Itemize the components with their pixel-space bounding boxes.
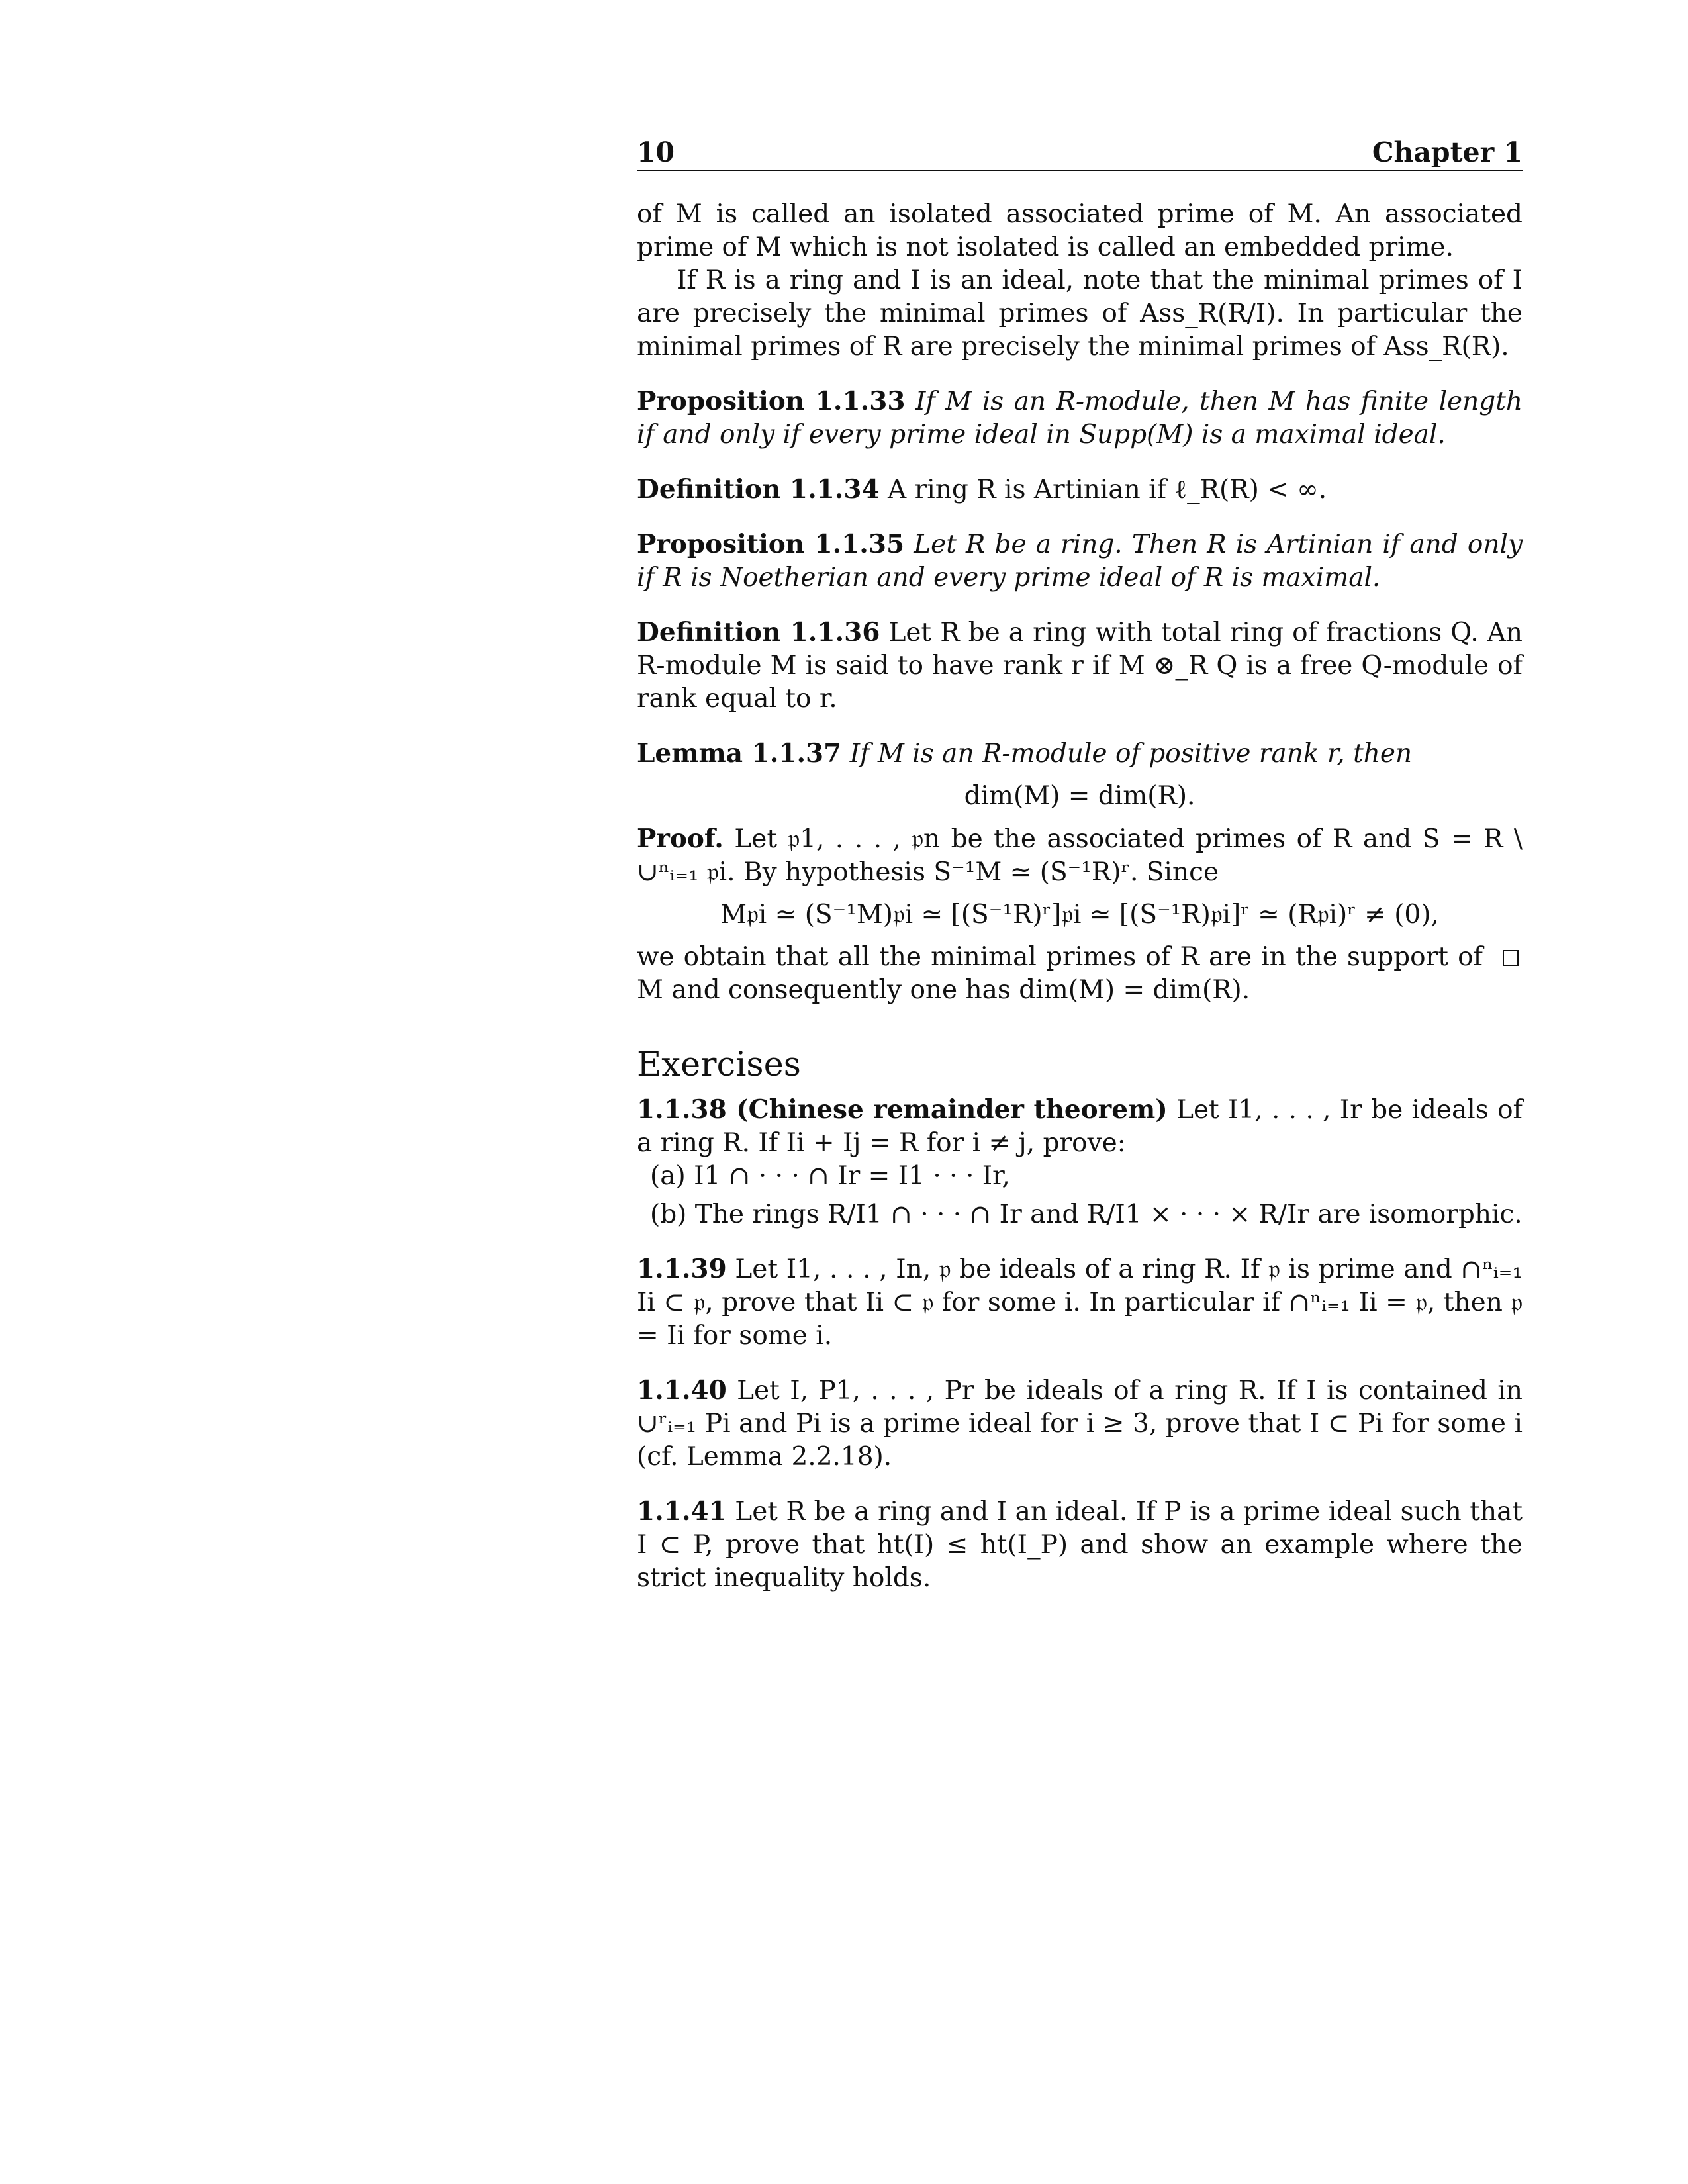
definition-text: A ring R is Artinian if ℓ_R(R) < ∞. bbox=[888, 475, 1327, 504]
exercise-label: 1.1.38 (Chinese remainder theorem) bbox=[637, 1094, 1168, 1125]
running-head bbox=[637, 136, 1523, 171]
page-number: 10 bbox=[637, 136, 675, 168]
proposition-1-1-35 bbox=[637, 528, 1523, 594]
exercise-label: 1.1.40 bbox=[637, 1375, 727, 1405]
exercise-1-1-38 bbox=[637, 1093, 1523, 1160]
proof-text: Let 𝔭1, . . . , 𝔭n be the associated primes of R and S = R \ ∪ⁿᵢ₌₁ 𝔭i. By hypothesis S⁻¹M ≃ (S⁻¹R)ʳ. Since bbox=[637, 824, 1523, 887]
lemma-1-1-37 bbox=[637, 737, 1523, 771]
section-heading-exercises: Exercises bbox=[637, 1045, 801, 1084]
exercise-text: Let I1, . . . , Ir be ideals of a ring R. If Ii + Ij = R for i ≠ j, prove: bbox=[637, 1095, 1523, 1158]
chapter-title: Chapter 1 bbox=[1372, 136, 1523, 168]
proposition-label: Proposition 1.1.35 bbox=[637, 529, 905, 559]
proof-paragraph bbox=[637, 822, 1523, 889]
exercise-1-1-40 bbox=[637, 1374, 1523, 1474]
intro-paragraph-2: If R is a ring and I is an ideal, note that the minimal primes of I are precisely the minimal primes of Ass_R(R/I). In particular the minimal primes of R are precisely the minimal primes of Ass_R(R). bbox=[637, 265, 1523, 361]
qed-square-icon bbox=[1503, 950, 1519, 966]
lemma-display-equation: dim(M) = dim(R). bbox=[964, 781, 1196, 811]
exercise-label: 1.1.39 bbox=[637, 1254, 727, 1284]
lemma-text: If M is an R-module of positive rank r, then bbox=[849, 739, 1413, 769]
definition-1-1-36 bbox=[637, 616, 1523, 716]
exercise-label: 1.1.41 bbox=[637, 1496, 727, 1527]
definition-1-1-34 bbox=[637, 473, 1523, 506]
definition-label: Definition 1.1.36 bbox=[637, 617, 880, 647]
lemma-label: Lemma 1.1.37 bbox=[637, 738, 842, 769]
proposition-text: Let R be a ring. Then R is Artinian if and only if R is Noetherian and every prime ideal of R is maximal. bbox=[637, 530, 1523, 593]
exercise-text: Let R be a ring and I an ideal. If P is a prime ideal such that I ⊂ P, prove that ht(I) ≤ ht(I_P) and show an example where the strict inequality holds. bbox=[637, 1497, 1523, 1593]
definition-label: Definition 1.1.34 bbox=[637, 474, 880, 504]
proof-display-equation: M𝔭i ≃ (S⁻¹M)𝔭i ≃ [(S⁻¹R)ʳ]𝔭i ≃ [(S⁻¹R)𝔭i]ʳ ≃ (R𝔭i)ʳ ≠ (0), bbox=[720, 900, 1439, 929]
book-page bbox=[637, 136, 1523, 1595]
intro-paragraph: of M is called an isolated associated prime of M. An associated prime of M which is not isolated is called an embedded prime. bbox=[637, 199, 1523, 262]
exercise-1-1-39 bbox=[637, 1253, 1523, 1353]
exercise-item-b: (b) The rings R/I1 ∩ · · · ∩ Ir and R/I1 × · · · × R/Ir are isomorphic. bbox=[650, 1200, 1523, 1229]
exercise-item-a: (a) I1 ∩ · · · ∩ Ir = I1 · · · Ir, bbox=[650, 1161, 1010, 1191]
exercise-text: Let I, P1, . . . , Pr be ideals of a ring R. If I is contained in ∪ʳᵢ₌₁ Pi and Pi is a prime ideal for i ≥ 3, prove that I ⊂ Pi for some i (cf. Lemma 2.2.18). bbox=[637, 1376, 1523, 1472]
exercise-1-1-41 bbox=[637, 1495, 1523, 1595]
proposition-1-1-33 bbox=[637, 385, 1523, 451]
proof-conclusion: we obtain that all the minimal primes of R are in the support of M and consequently one has dim(M) = dim(R). bbox=[637, 942, 1483, 1005]
definition-text: Let R be a ring with total ring of fractions Q. An R-module M is said to have rank r if M ⊗_R Q is a free Q-module of rank equal to r. bbox=[637, 618, 1523, 714]
exercise-text: Let I1, . . . , In, 𝔭 be ideals of a ring R. If 𝔭 is prime and ∩ⁿᵢ₌₁ Ii ⊂ 𝔭, prove that Ii ⊂ 𝔭 for some i. In particular if ∩ⁿᵢ₌₁ Ii = 𝔭, then 𝔭 = Ii for some i. bbox=[637, 1255, 1523, 1351]
proposition-text: If M is an R-module, then M has finite length if and only if every prime ideal in Supp(M) is a maximal ideal. bbox=[637, 387, 1523, 450]
proof-conclusion-line bbox=[637, 941, 1523, 1007]
proof-label: Proof. bbox=[637, 824, 724, 854]
proposition-label: Proposition 1.1.33 bbox=[637, 386, 906, 416]
